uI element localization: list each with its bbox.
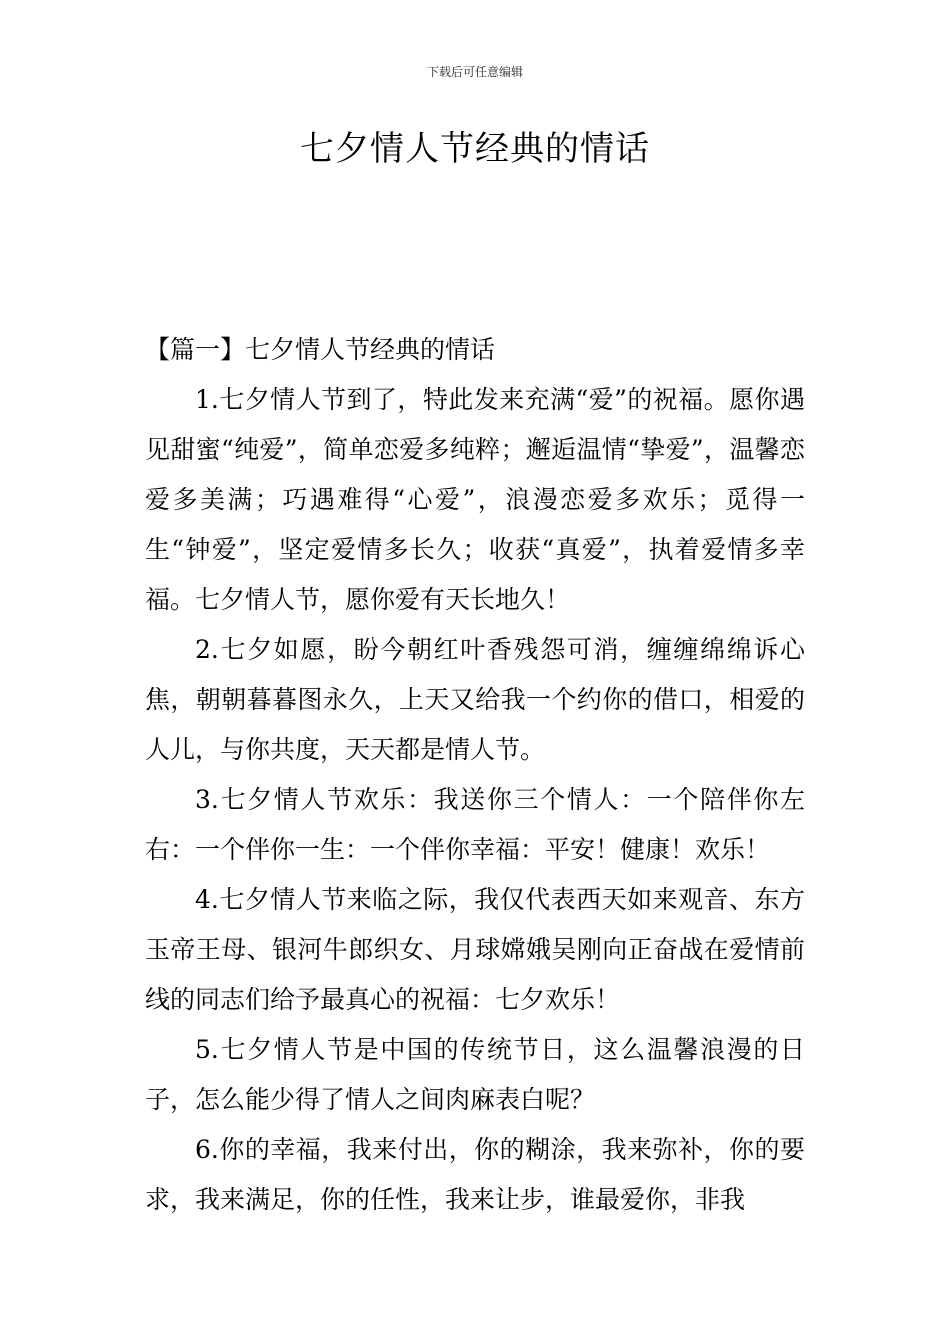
paragraph-2: 2.七夕如愿，盼今朝红叶香残怨可消，缠缠绵绵诉心焦，朝朝暮暮图永久，上天又给我一个约你的借口，相爱的人儿，与你共度，天天都是情人节。	[145, 635, 805, 764]
section-heading: 【篇一】七夕情人节经典的情话	[145, 335, 496, 364]
paragraph-1: 1.七夕情人节到了，特此发来充满“爱”的祝福。愿你遇见甜蜜“纯爱”，简单恋爱多纯粹；邂逅温情“挚爱”，温馨恋爱多美满；巧遇难得“心爱”，浪漫恋爱多欢乐；觅得一生“钟爱”，坚定爱情多长久；收获“真爱”，执着爱情多幸福。七夕情人节，愿你爱有天长地久！	[145, 385, 805, 614]
document-title: 七夕情人节经典的情话	[300, 129, 650, 169]
paragraph-6: 6.你的幸福，我来付出，你的糊涂，我来弥补，你的要求，我来满足，你的任性，我来让步，谁最爱你，非我	[145, 1135, 805, 1214]
paragraph-5: 5.七夕情人节是中国的传统节日，这么温馨浪漫的日子，怎么能少得了情人之间肉麻表白呢？	[145, 1035, 805, 1114]
page-header-note: 下载后可任意编辑	[426, 65, 523, 79]
document-body	[145, 325, 805, 1225]
paragraph-3: 3.七夕情人节欢乐：我送你三个情人：一个陪伴你左右：一个伴你一生：一个伴你幸福：平安！健康！欢乐！	[145, 785, 805, 864]
paragraph-4: 4.七夕情人节来临之际，我仅代表西天如来观音、东方玉帝王母、银河牛郎织女、月球嫦娥吴刚向正奋战在爱情前线的同志们给予最真心的祝福：七夕欢乐！	[145, 885, 805, 1014]
